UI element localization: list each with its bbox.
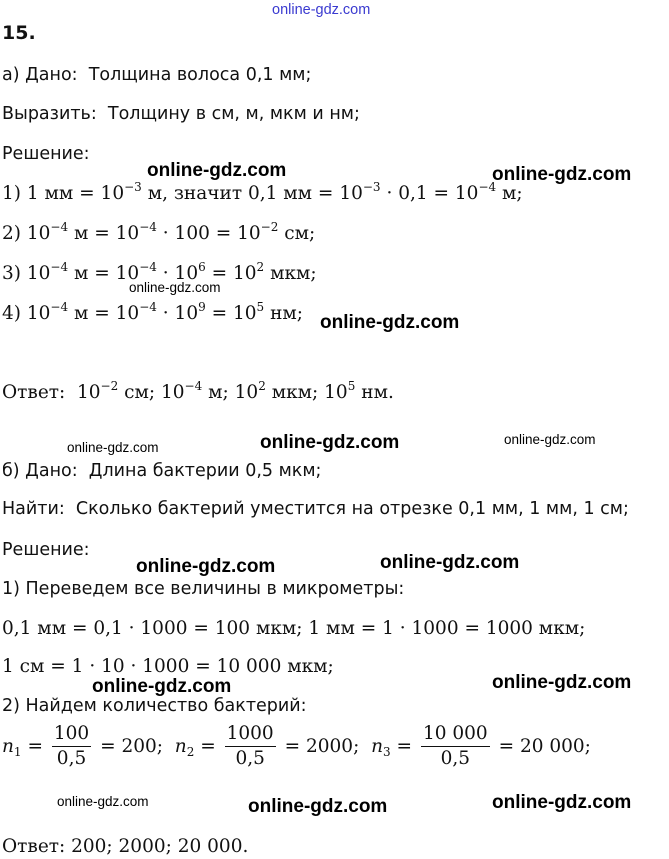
watermark: online-gdz.com — [147, 160, 287, 181]
n3-result: = 20 000; — [498, 736, 591, 757]
conversion-line-1: 0,1 мм = 0,1 · 1000 = 100 мкм; 1 мм = 1 · 1000 = 1000 мкм; — [2, 618, 586, 639]
solution-label-b: Решение: — [2, 540, 90, 560]
n2-var: $n_2$ = — [174, 736, 216, 759]
step-b2: 2) Найдем количество бактерий: — [2, 696, 307, 716]
express-a: Выразить: Толщину в см, м, мкм и нм; — [2, 104, 360, 124]
given-a: а) Дано: Толщина волоса 0,1 мм; — [2, 65, 312, 85]
solution-label-a: Решение: — [2, 144, 90, 164]
watermark: online-gdz.com — [492, 792, 632, 813]
watermark: online-gdz.com — [129, 280, 221, 295]
n1-fraction: $\frac{100}{0,5}$ — [53, 723, 90, 769]
step-a2: 2) $10^{-4}$ $м = 10^{-4} \cdot 100 = 10^{-2}$ см; — [2, 220, 316, 244]
watermark: online-gdz.com — [320, 312, 460, 333]
find-b: Найти: Сколько бактерий уместится на отрезке 0,1 мм, 1 мм, 1 см; — [2, 499, 629, 519]
n3-fraction: $\frac{10 000}{0,5}$ — [422, 723, 488, 769]
watermark: online-gdz.com — [92, 676, 232, 697]
step-a4: 4) $10^{-4}$ $м = 10^{-4} \cdot 10^9 = 10^5$ нм; — [2, 300, 304, 324]
watermark: online-gdz.com — [380, 552, 520, 573]
step-b1: 1) Переведем все величины в микрометры: — [2, 579, 405, 599]
bacteria-count-formulas — [2, 722, 591, 771]
step-a1: 1) 1 мм = $10^{-3}$ м, значит 0,1 мм = $10^{-3} \cdot 0,1 = 10^{-4}$ м; — [2, 180, 523, 204]
step-a3: 3) $10^{-4}$ $м = 10^{-4} \cdot 10^6 = 10^2$ мкм; — [2, 260, 317, 284]
watermark: online-gdz.com — [504, 432, 596, 447]
watermark: online-gdz.com — [136, 556, 276, 577]
answer-a: Ответ: $10^{-2}$ см; $10^{-4}$ м; $10^2$ мкм; $10^5$ нм. — [2, 379, 394, 403]
watermark: online-gdz.com — [492, 164, 632, 185]
given-b: б) Дано: Длина бактерии 0,5 мкм; — [2, 461, 322, 481]
watermark: online-gdz.com — [248, 796, 388, 817]
watermark: online-gdz.com — [492, 672, 632, 693]
watermark: online-gdz.com — [57, 794, 149, 809]
answer-b: Ответ: 200; 2000; 20 000. — [2, 836, 249, 857]
watermark: online-gdz.com — [67, 440, 159, 455]
n2-fraction: $\frac{1000}{0,5}$ — [226, 723, 274, 769]
n3-var: $n_3$ = — [371, 736, 413, 759]
n1-var: $n_1$ = — [2, 736, 43, 759]
watermark: online-gdz.com — [260, 432, 400, 453]
problem-number: 15. — [2, 22, 36, 44]
conversion-line-2: 1 см = 1 · 10 · 1000 = 10 000 мкм; — [2, 656, 334, 677]
watermark-top: online-gdz.com — [272, 2, 371, 18]
n2-result: = 2000; — [284, 736, 360, 757]
n1-result: = 200; — [100, 736, 163, 757]
